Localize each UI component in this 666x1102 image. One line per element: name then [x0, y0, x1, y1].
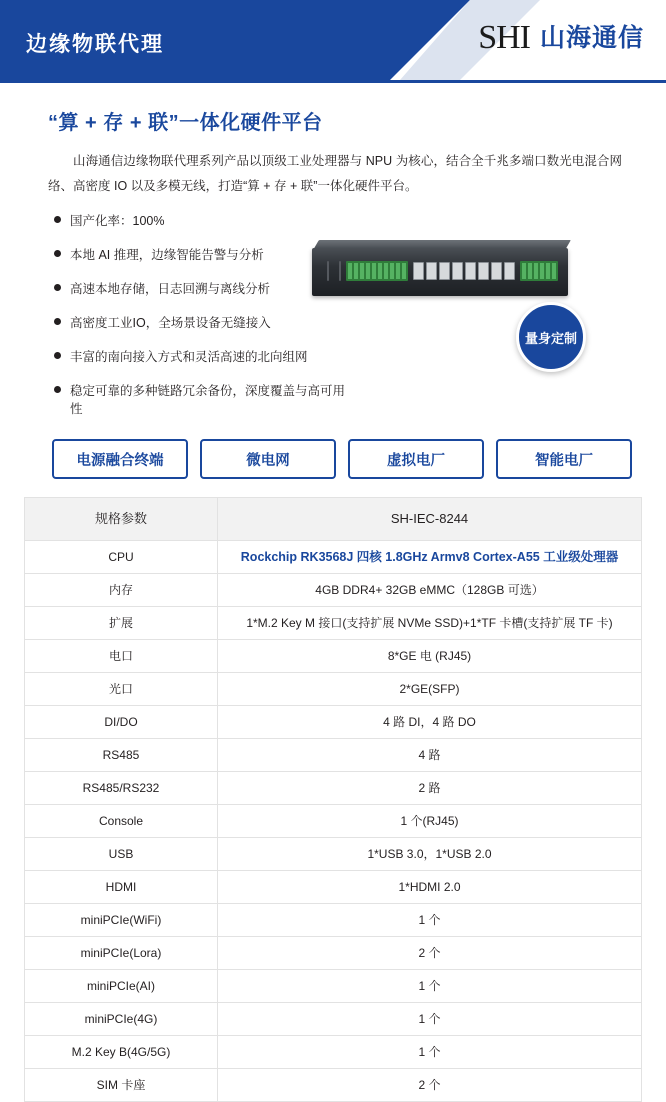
row-value: 1 个(RJ45)	[218, 805, 642, 838]
table-row	[25, 904, 642, 937]
table-row	[25, 673, 642, 706]
bullet-dot-icon	[54, 250, 61, 257]
row-label: RS485	[25, 739, 218, 772]
row-label: M.2 Key B(4G/5G)	[25, 1036, 218, 1069]
row-label: USB	[25, 838, 218, 871]
row-value: 1 个	[218, 904, 642, 937]
table-row	[25, 1003, 642, 1036]
brand-name: 山海通信	[539, 24, 644, 52]
list-item-label: 高密度工业IO，全场景设备无缝接入	[70, 316, 271, 330]
tag-smart-power-plant[interactable]: 智能电厂	[496, 439, 632, 479]
row-value: 2 个	[218, 937, 642, 970]
header-divider	[0, 80, 666, 83]
row-value: 4GB DDR4+ 32GB eMMC（128GB 可选）	[218, 574, 642, 607]
terminal-block-icon	[346, 261, 408, 281]
row-value: Rockchip RK3568J 四核 1.8GHz Armv8 Cortex-A55 工业级处理器	[218, 540, 642, 574]
row-label: CPU	[25, 540, 218, 574]
row-label: Console	[25, 805, 218, 838]
table-row	[25, 1036, 642, 1069]
list-item	[54, 381, 354, 417]
bullet-dot-icon	[54, 386, 61, 393]
terminal-block-icon-2	[520, 261, 558, 281]
table-row	[25, 970, 642, 1003]
application-tags	[52, 439, 632, 479]
row-label: DI/DO	[25, 706, 218, 739]
row-value: 1 个	[218, 1036, 642, 1069]
list-item	[54, 347, 354, 365]
row-label: miniPCIe(WiFi)	[25, 904, 218, 937]
row-value: 1*M.2 Key M 接口(支持扩展 NVMe SSD)+1*TF 卡槽(支持扩展 TF 卡)	[218, 607, 642, 640]
row-label: 电口	[25, 640, 218, 673]
list-item	[54, 211, 354, 229]
table-row	[25, 805, 642, 838]
row-label: miniPCIe(AI)	[25, 970, 218, 1003]
row-label: miniPCIe(Lora)	[25, 937, 218, 970]
tag-power-fusion-terminal[interactable]: 电源融合终端	[52, 439, 188, 479]
table-row	[25, 540, 642, 574]
list-item-label: 本地 AI 推理，边缘智能告警与分析	[70, 248, 264, 262]
list-item	[54, 245, 354, 263]
table-row	[25, 772, 642, 805]
row-label: 扩展	[25, 607, 218, 640]
table-row	[25, 871, 642, 904]
list-item	[54, 279, 354, 297]
row-value: 4 路	[218, 739, 642, 772]
table-row	[25, 739, 642, 772]
row-value: 2*GE(SFP)	[218, 673, 642, 706]
row-value: 1 个	[218, 1003, 642, 1036]
list-item-label: 丰富的南向接入方式和灵活高速的北向组网	[70, 350, 308, 364]
list-item	[54, 313, 354, 331]
brand-mark-icon: SHI	[478, 19, 530, 56]
row-label: 光口	[25, 673, 218, 706]
device-port-row	[322, 254, 560, 288]
page-title: “算 + 存 + 联”一体化硬件平台	[48, 112, 323, 134]
bullet-dot-icon	[54, 318, 61, 325]
table-row	[25, 838, 642, 871]
header-title: 边缘物联代理	[26, 33, 164, 56]
table-header-row	[25, 498, 642, 541]
table-row	[25, 1069, 642, 1102]
intro-paragraph: 山海通信边缘物联代理系列产品以顶级工业处理器与 NPU 为核心，结合全千兆多端口数光电混合网络、高密度 IO 以及多模无线，打造“算 + 存 + 联”一体化硬件平台。	[48, 154, 622, 193]
row-value: 1 个	[218, 970, 642, 1003]
row-value: 2 路	[218, 772, 642, 805]
row-value: 2 个	[218, 1069, 642, 1102]
table-row	[25, 607, 642, 640]
feature-list	[54, 211, 354, 417]
list-item-label: 稳定可靠的多种链路冗余备份，深度覆盖与高可用性	[70, 384, 346, 416]
page-header	[0, 0, 666, 80]
row-value: 8*GE 电 (RJ45)	[218, 640, 642, 673]
column-header-model: SH-IEC-8244	[218, 498, 642, 541]
brand-logo	[478, 18, 644, 54]
table-row	[25, 640, 642, 673]
row-label: RS485/RS232	[25, 772, 218, 805]
tag-microgrid[interactable]: 微电网	[200, 439, 336, 479]
list-item-label: 国产化率：100%	[70, 214, 165, 228]
spec-table-body	[25, 540, 642, 1102]
row-value: 4 路 DI，4 路 DO	[218, 706, 642, 739]
tag-virtual-power-plant[interactable]: 虚拟电厂	[348, 439, 484, 479]
table-row	[25, 937, 642, 970]
ethernet-ports-icon	[413, 262, 515, 280]
column-header-param: 规格参数	[25, 498, 218, 541]
spec-table	[24, 497, 642, 1102]
list-item-label: 高速本地存储，日志回溯与离线分析	[70, 282, 271, 296]
bullet-dot-icon	[54, 352, 61, 359]
custom-badge: 量身定制	[516, 302, 586, 372]
row-label: HDMI	[25, 871, 218, 904]
row-value: 1*HDMI 2.0	[218, 871, 642, 904]
row-value: 1*USB 3.0，1*USB 2.0	[218, 838, 642, 871]
row-label: 内存	[25, 574, 218, 607]
table-row	[25, 574, 642, 607]
table-row	[25, 706, 642, 739]
row-label: miniPCIe(4G)	[25, 1003, 218, 1036]
row-label: SIM 卡座	[25, 1069, 218, 1102]
bullet-dot-icon	[54, 284, 61, 291]
bullet-dot-icon	[54, 216, 61, 223]
